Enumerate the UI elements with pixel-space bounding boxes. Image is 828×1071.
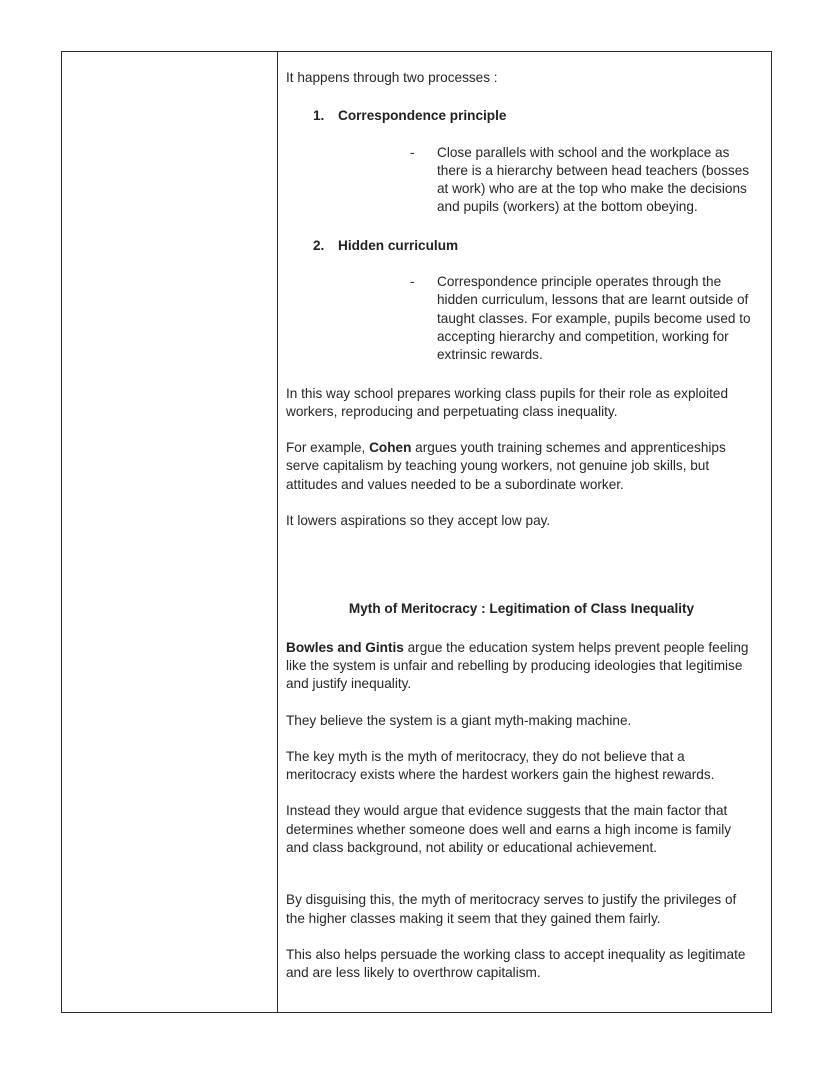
cohen-text-after: argues youth training schemes and apprenticeships serve capitalism by teaching young workers, not genuine job skills, but attitudes and values needed to be a subordinate worker.: [286, 440, 726, 492]
meritocracy-heading: Myth of Meritocracy : Legitimation of Class Inequality: [348, 601, 695, 617]
dash-marker-icon: -: [410, 274, 415, 290]
process-2-title: Hidden curriculum: [338, 237, 459, 253]
paragraph-cohen: [286, 439, 757, 494]
cohen-text-before: For example,: [286, 440, 370, 456]
bowles-gintis-name: Bowles and Gintis: [286, 639, 404, 655]
table-cell-right-content: [278, 52, 771, 1012]
process-1-number: 1.: [313, 108, 325, 124]
paragraph-persuade: This also helps persuade the working class to accept inequality as legitimate and are less likely to overthrow capitalism.: [286, 946, 746, 981]
process-2-number: 2.: [313, 237, 325, 253]
process-item-2: [286, 237, 757, 365]
cohen-name: Cohen: [369, 440, 412, 456]
paragraph-role: In this way school prepares working class pupils for their role as exploited workers, reproducing and perpetuating class inequality.: [286, 385, 729, 419]
list-spacer: [286, 365, 757, 385]
process-1-title: Correspondence principle: [338, 108, 507, 124]
process-2-detail-item: [338, 273, 757, 364]
process-item-1: [286, 107, 757, 216]
process-1-detail-item: [338, 144, 757, 217]
process-2-detail-list: [338, 273, 757, 364]
paragraph-instead: Instead they would argue that evidence suggests that the main factor that determines whether someone does well and earns a high income is family and class background, not ability or educational achievement.: [286, 803, 732, 856]
paragraph-key-myth: The key myth is the myth of meritocracy, they do not believe that a meritocracy exists where the hardest workers gain the highest rewards.: [286, 748, 715, 783]
process-1-detail-list: [338, 144, 757, 217]
content-table: [61, 51, 772, 1013]
paragraph-disguising: By disguising this, the myth of meritocracy serves to justify the privileges of the higher classes making it seem that they gained them fairly.: [286, 892, 737, 926]
intro-paragraph: It happens through two processes :: [286, 70, 498, 85]
paragraph-aspirations: It lowers aspirations so they accept low pay.: [286, 513, 551, 529]
dash-marker-icon: -: [410, 144, 415, 160]
paragraph-bowles: [286, 639, 757, 694]
process-1-detail-text: Close parallels with school and the workplace as there is a hierarchy between head teachers (bosses at work) who are at the top who make the decisions and pupils (workers) at the bottom obeying.: [437, 144, 750, 215]
paragraph-myth-machine: They believe the system is a giant myth-making machine.: [286, 712, 632, 728]
processes-list: [286, 107, 757, 364]
bowles-text-after: argue the education system helps prevent people feeling like the system is unfair and rebelling by producing ideologies that legitimise and justify inequality.: [286, 639, 749, 692]
table-cell-left-empty: [62, 52, 278, 1012]
process-2-detail-text: Correspondence principle operates through the hidden curriculum, lessons that are learnt outside of taught classes. For example, pupils become used to accepting hierarchy and competition, working for extrinsic rewards.: [437, 274, 751, 363]
